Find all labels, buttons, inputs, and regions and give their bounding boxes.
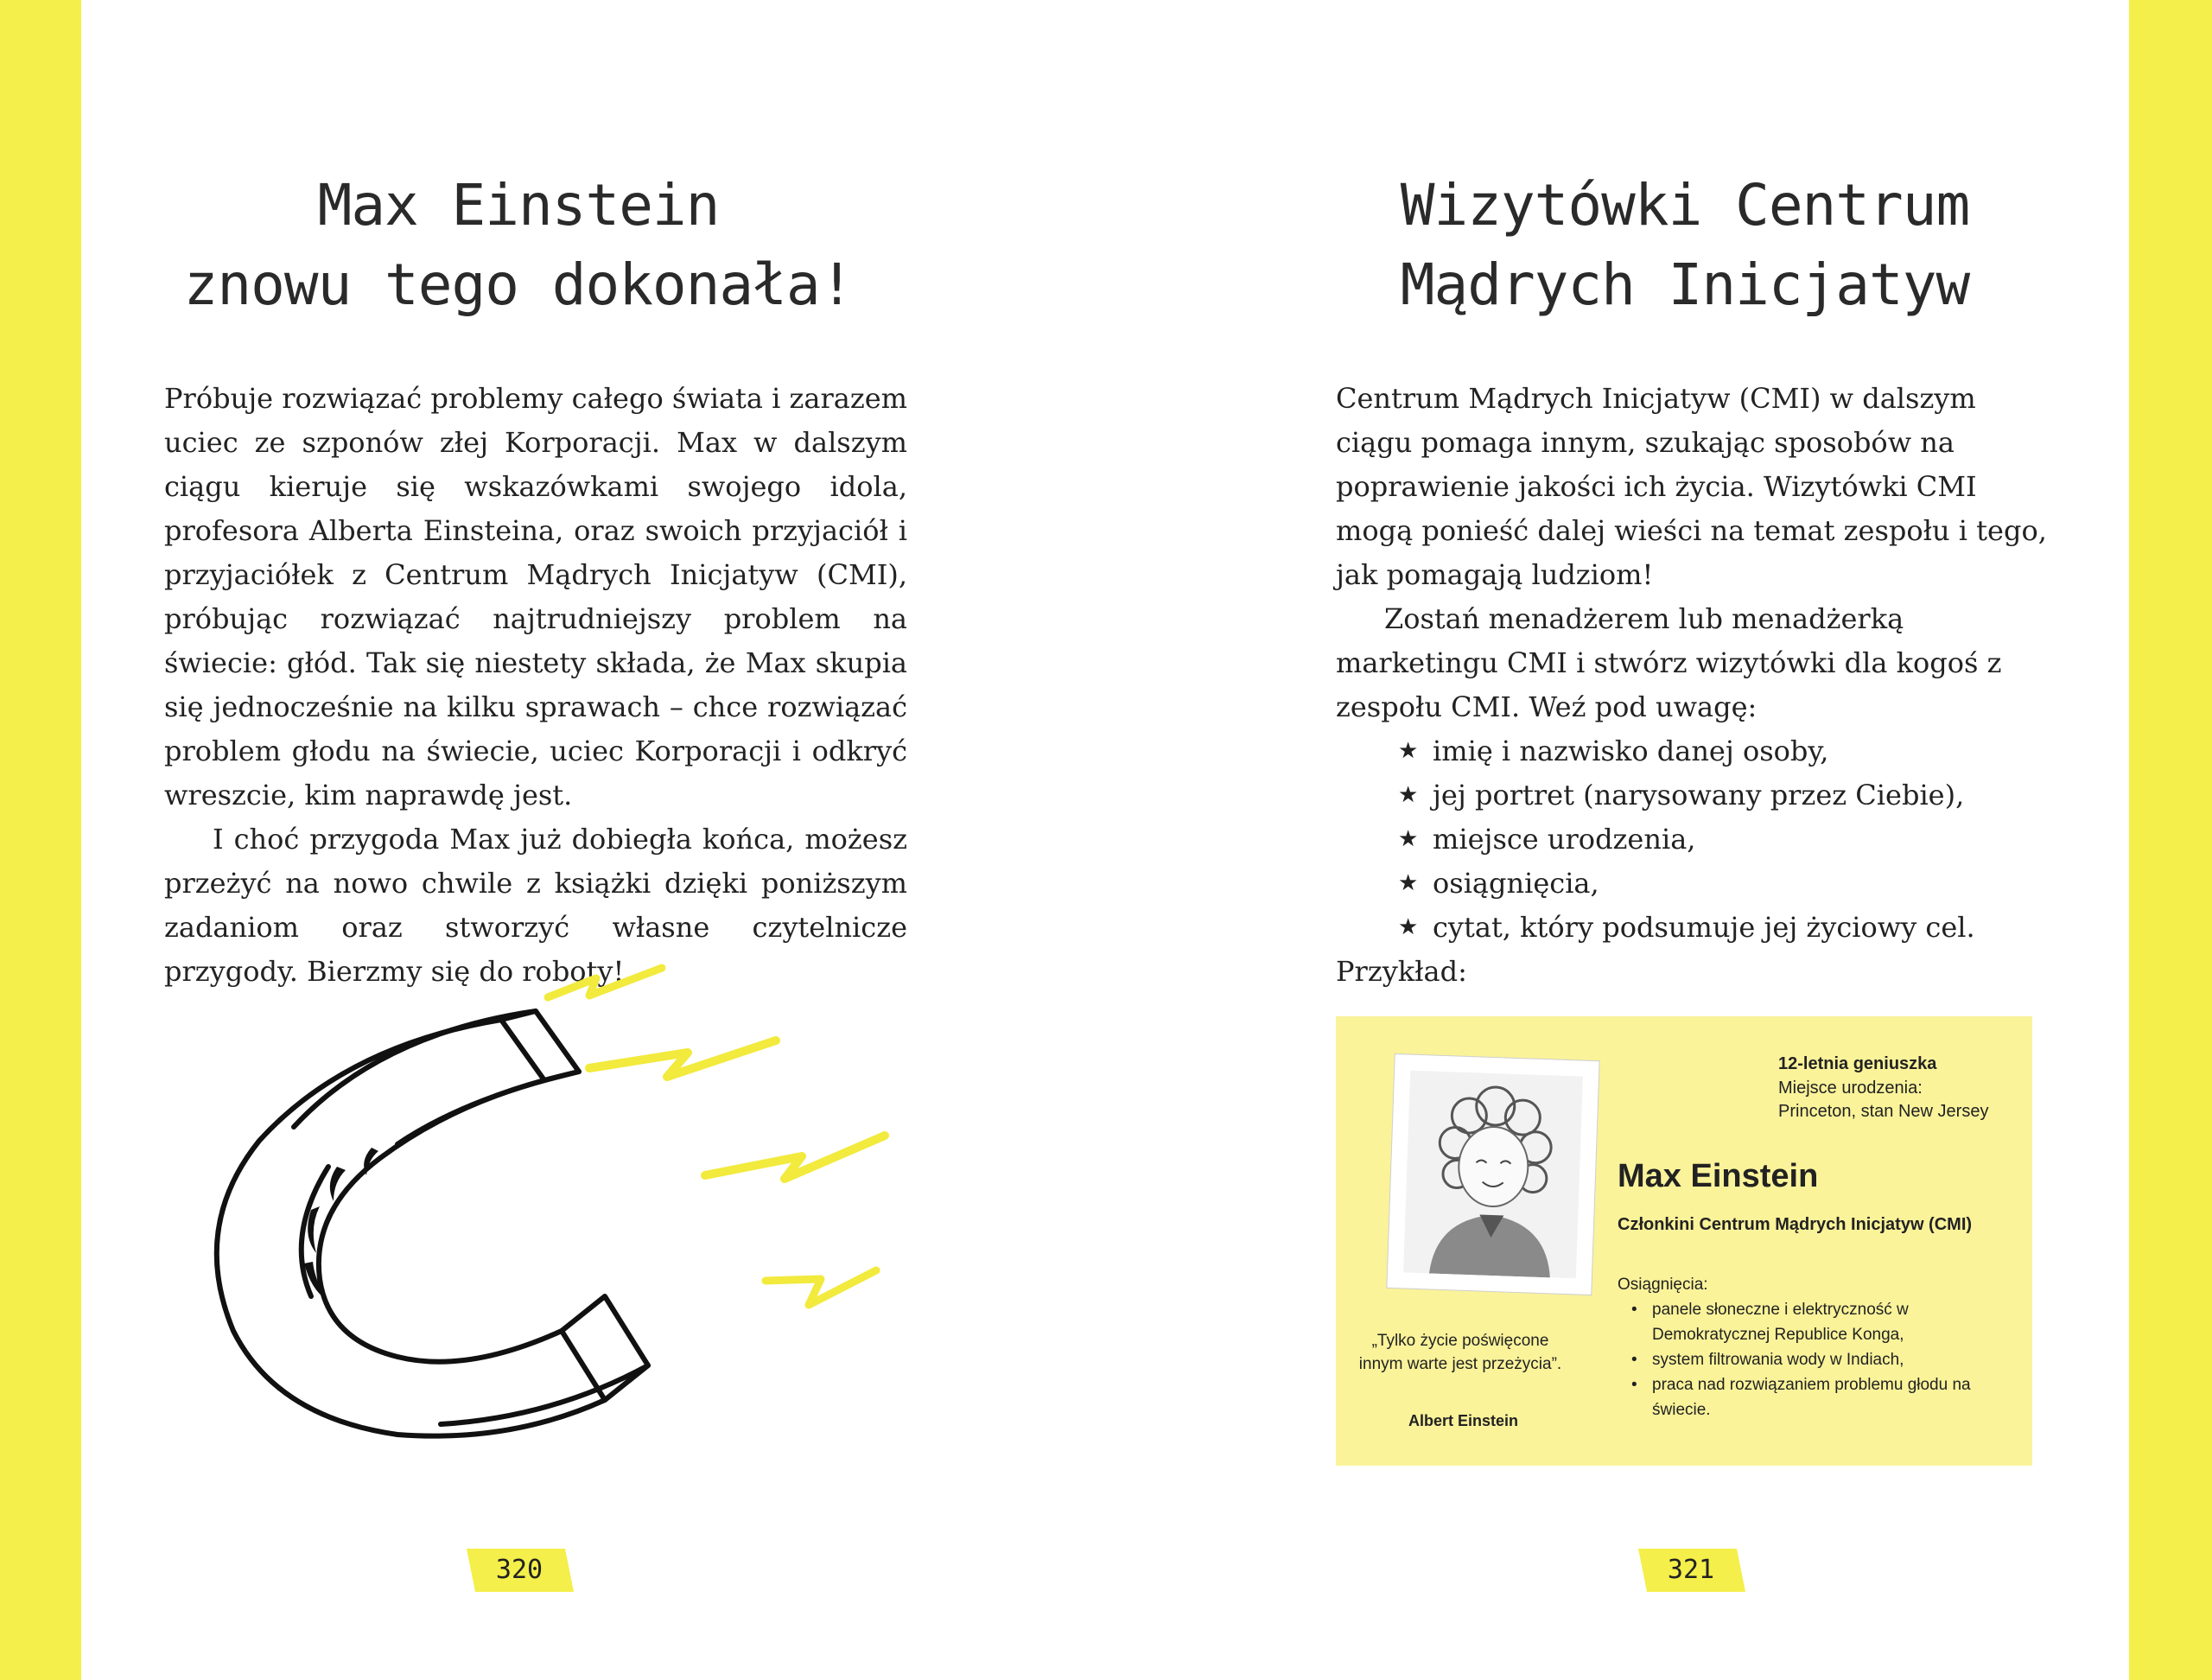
birthplace-value: Princeton, stan New Jersey [1778, 1102, 1989, 1121]
list-item [1398, 862, 2053, 906]
star-icon: ★ [1398, 826, 1419, 852]
achievements-label: Osiągnięcia: [1618, 1276, 1708, 1294]
page-number-320: 320 [495, 1555, 543, 1585]
star-icon: ★ [1398, 782, 1419, 808]
business-card-example [1336, 1016, 2032, 1466]
list-item [1398, 818, 2053, 862]
star-icon: ★ [1398, 738, 1419, 764]
left-page-edge [0, 0, 81, 1680]
birthplace-label: Miejsce urodzenia: [1778, 1079, 1923, 1098]
left-page-body [164, 377, 907, 994]
card-age: 12-letnia geniuszka [1778, 1054, 1937, 1073]
list-item: • system filtrowania wody w Indiach, [1631, 1347, 2015, 1372]
card-quote: „Tylko życie poświęcone innym warte jest przeżycia”. [1358, 1332, 1562, 1373]
left-paragraph-1: Próbuje rozwiązać problemy całego świata i zarazem uciec ze szponów złej Korporacji. Max w dalszym ciągu kieruje się wskazówkami swojego idola, profesora Alberta Einsteina, oraz swoich przyjaciół i przyjaciółek z Centrum Mądrych Inicjatyw (CMI), próbując rozwiązać najtrudniejszy problem na świecie: głód. Tak się niestety składa, że Max skupia się jednocześnie na kilku sprawach – chce rozwiązać problem głodu na świecie, uciec Korporacji i odkryć wreszcie, kim naprawdę jest. [164, 382, 907, 811]
list-item [1398, 773, 2053, 818]
list-item: • praca nad rozwiązaniem problemu głodu na świecie. [1631, 1372, 2015, 1422]
right-title-line-2: Mądrych Inicjatyw [1400, 251, 1970, 318]
example-label: Przykład: [1336, 955, 1467, 988]
right-page-title [1339, 166, 2031, 325]
card-name: Max Einstein [1618, 1158, 1819, 1194]
page-number-right [1635, 1547, 1747, 1594]
card-birthplace [1778, 1077, 1988, 1123]
left-paragraph-2: I choć przygoda Max już dobiegła końca, możesz przeżyć na nowo chwile z książki dzięki poniższym zadaniom oraz stworzyć własne czytelnicze przygody. Bierzmy się do roboty! [164, 823, 907, 988]
lightning-bolt-icon [760, 1255, 881, 1315]
list-item [1398, 906, 2053, 950]
requirements-list [1336, 729, 2053, 950]
left-page-title [130, 166, 907, 325]
star-icon: ★ [1398, 870, 1419, 896]
magnet-illustration [181, 951, 734, 1486]
achievements-list [1618, 1297, 2015, 1422]
list-item-text: osiągnięcia, [1433, 867, 1599, 900]
list-item-text: imię i nazwisko danej osoby, [1433, 735, 1829, 767]
right-page-body [1336, 377, 2053, 994]
star-icon: ★ [1398, 914, 1419, 940]
left-title-line-1: Max Einstein [317, 172, 720, 239]
card-quote-author: Albert Einstein [1408, 1412, 1519, 1429]
portrait-photo [1387, 1054, 1599, 1295]
right-paragraph-2: Zostań menadżerem lub menadżerką marketingu CMI i stwórz wizytówki dla kogoś z zespołu CMI. Weź pod uwagę: [1336, 602, 2002, 723]
list-item-text: miejsce urodzenia, [1433, 823, 1696, 856]
list-item: • panele słoneczne i elektryczność w Demokratycznej Republice Konga, [1631, 1297, 2015, 1347]
list-item [1398, 729, 2053, 773]
right-title-line-1: Wizytówki Centrum [1400, 172, 1970, 239]
right-paragraph-1: Centrum Mądrych Inicjatyw (CMI) w dalszym ciągu pomaga innym, szukając sposobów na poprawienie jakości ich życia. Wizytówki CMI mogą ponieść dalej wieści na temat zespołu i tego, jak pomagają ludziom! [1336, 382, 2047, 591]
list-item-text: cytat, który podsumuje jej życiowy cel. [1433, 911, 1975, 944]
left-title-line-2: znowu tego dokonała! [183, 251, 854, 318]
right-page-edge [2129, 0, 2212, 1680]
list-item-text: jej portret (narysowany przez Ciebie), [1433, 779, 1965, 811]
page-number-321: 321 [1667, 1555, 1715, 1585]
card-membership: Członkini Centrum Mądrych Inicjatyw (CMI) [1618, 1215, 1973, 1234]
portrait-girl-icon [1403, 1071, 1583, 1279]
page-number-left [463, 1547, 575, 1594]
card-achievements [1618, 1272, 2015, 1422]
